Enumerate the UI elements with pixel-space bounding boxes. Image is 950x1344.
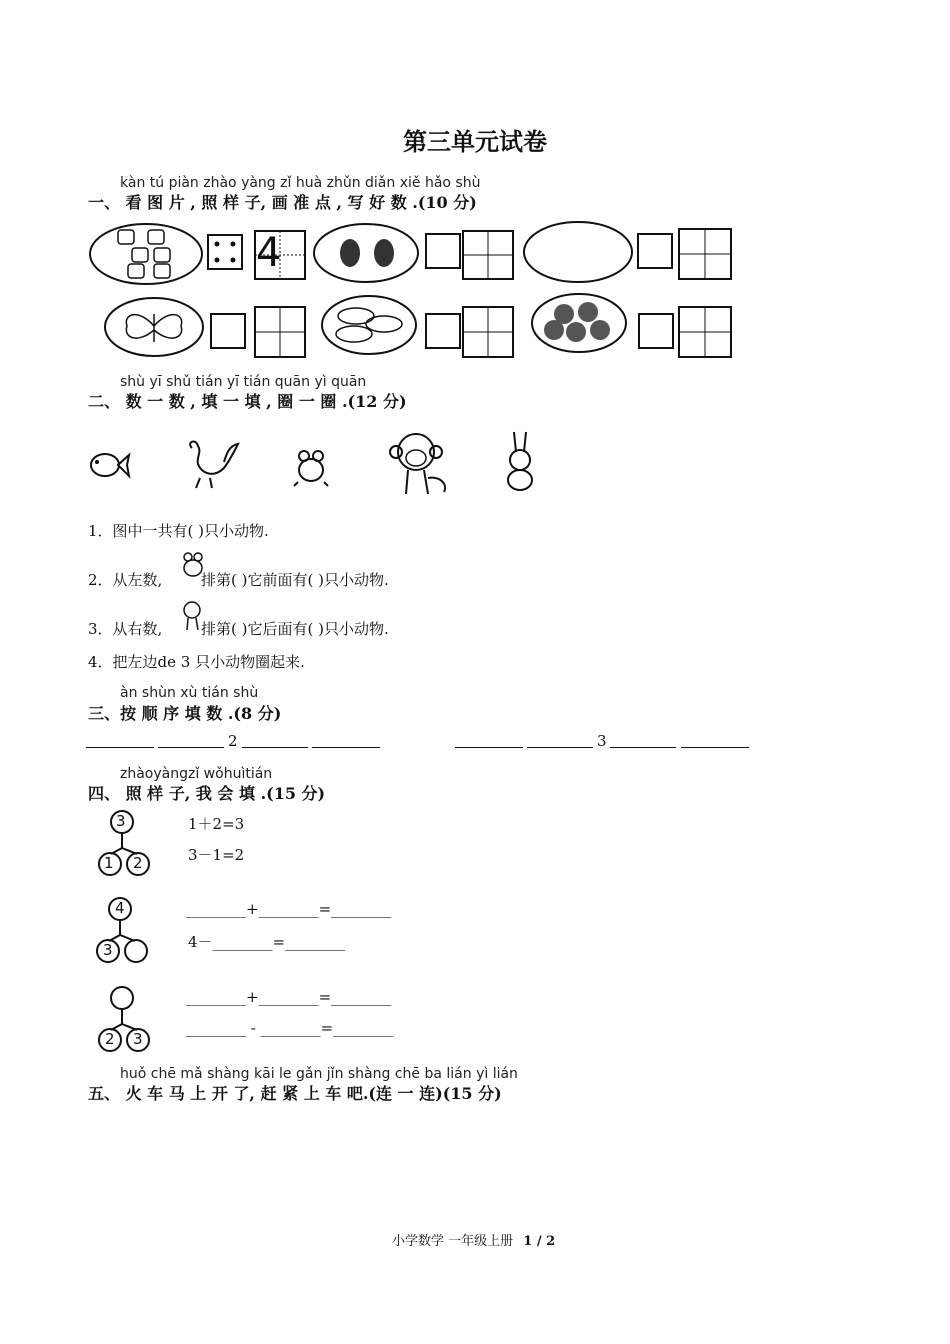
monkey-icon bbox=[388, 428, 452, 500]
example-digit: 4 bbox=[256, 230, 282, 276]
blank-line[interactable] bbox=[242, 747, 308, 748]
section2-pinyin: shù yī shǔ tián yī tián quān yì quān bbox=[120, 374, 367, 390]
fish-icon bbox=[88, 448, 130, 482]
section1-heading: 一、 看 图 片 , 照 样 子, 画 准 点 , 写 好 数 .(10 分) bbox=[88, 193, 477, 212]
sequence-1-value: 2 bbox=[228, 732, 238, 750]
tian-grid[interactable] bbox=[678, 306, 734, 358]
kittens-plate-image bbox=[88, 222, 208, 286]
leaves-plate-image bbox=[320, 294, 420, 356]
practice2-equation-2[interactable]: 4－________=________ bbox=[188, 933, 346, 951]
answer-box[interactable] bbox=[637, 233, 675, 271]
blank-line[interactable] bbox=[455, 747, 523, 748]
butterfly-plate-image bbox=[103, 296, 207, 358]
tian-grid[interactable] bbox=[462, 306, 516, 358]
answer-box[interactable] bbox=[425, 233, 463, 271]
section4-pinyin: zhàoyàngzǐ wǒhuìtián bbox=[120, 766, 273, 782]
bond3-right: 3 bbox=[133, 1030, 143, 1048]
section4-heading: 四、 照 样 子, 我 会 填 .(15 分) bbox=[88, 784, 326, 803]
question-2-2-suffix: 排第( )它前面有( )只小动物. bbox=[201, 571, 389, 589]
page-title: 第三单元试卷 bbox=[403, 127, 547, 156]
answer-box[interactable] bbox=[638, 313, 676, 351]
tian-grid[interactable] bbox=[678, 228, 734, 280]
bond2-top: 4 bbox=[115, 899, 125, 917]
section5-pinyin: huǒ chē mǎ shàng kāi le gǎn jǐn shàng chē ba lián yì lián bbox=[120, 1066, 518, 1082]
question-2-2-prefix: 2．从左数, bbox=[88, 571, 163, 589]
strawberries-plate-image bbox=[312, 222, 422, 284]
blank-line[interactable] bbox=[527, 747, 593, 748]
page-number: 1 / 2 bbox=[523, 1234, 556, 1249]
blank-line[interactable] bbox=[312, 747, 380, 748]
answer-box[interactable] bbox=[210, 313, 248, 351]
practice3-equation-2[interactable]: ________ - ________=________ bbox=[186, 1019, 394, 1037]
blank-line[interactable] bbox=[86, 747, 154, 748]
blank-line[interactable] bbox=[158, 747, 224, 748]
blank-line[interactable] bbox=[610, 747, 676, 748]
section1-pinyin: kàn tú piàn zhào yàng zǐ huà zhǔn diǎn xiě hǎo shù bbox=[120, 175, 481, 191]
bond1-top: 3 bbox=[116, 812, 126, 830]
empty-plate-image bbox=[522, 220, 634, 284]
bond2-left: 3 bbox=[103, 941, 113, 959]
question-2-1: 1．图中一共有( )只小动物. bbox=[88, 522, 269, 540]
section3-heading: 三、按 顺 序 填 数 .(8 分) bbox=[88, 704, 282, 723]
tian-grid[interactable] bbox=[462, 230, 516, 280]
question-2-3-prefix: 3．从右数, bbox=[88, 620, 163, 638]
bond1-left: 1 bbox=[104, 854, 114, 872]
question-2-4: 4．把左边de 3 只小动物圈起来. bbox=[88, 653, 305, 671]
rabbit-icon bbox=[500, 428, 540, 494]
practice2-equation-1[interactable]: ________+________=________ bbox=[186, 900, 392, 918]
sequence-2-value: 3 bbox=[597, 732, 607, 750]
footer-text: 小学数学 一年级上册 bbox=[392, 1234, 514, 1249]
frog-icon bbox=[292, 448, 330, 486]
blank-line[interactable] bbox=[681, 747, 749, 748]
section3-pinyin: àn shùn xù tián shù bbox=[120, 685, 259, 701]
oranges-plate-image bbox=[530, 292, 630, 354]
section5-heading: 五、 火 车 马 上 开 了, 赶 紧 上 车 吧.(连 一 连)(15 分) bbox=[88, 1084, 502, 1103]
example-equation-2: 3－1=2 bbox=[188, 846, 245, 864]
answer-box[interactable] bbox=[425, 313, 463, 351]
question-2-3-suffix: 排第( )它后面有( )只小动物. bbox=[201, 620, 389, 638]
dots-box bbox=[207, 234, 245, 272]
tian-grid[interactable] bbox=[254, 306, 308, 358]
section2-heading: 二、 数 一 数 , 填 一 填 , 圈 一 圈 .(12 分) bbox=[88, 392, 407, 411]
rooster-icon bbox=[182, 438, 240, 490]
bond3-left: 2 bbox=[105, 1030, 115, 1048]
bond1-right: 2 bbox=[133, 854, 143, 872]
footer bbox=[392, 1230, 555, 1249]
practice3-equation-1[interactable]: ________+________=________ bbox=[186, 988, 392, 1006]
example-equation-1: 1＋2=3 bbox=[188, 815, 245, 833]
